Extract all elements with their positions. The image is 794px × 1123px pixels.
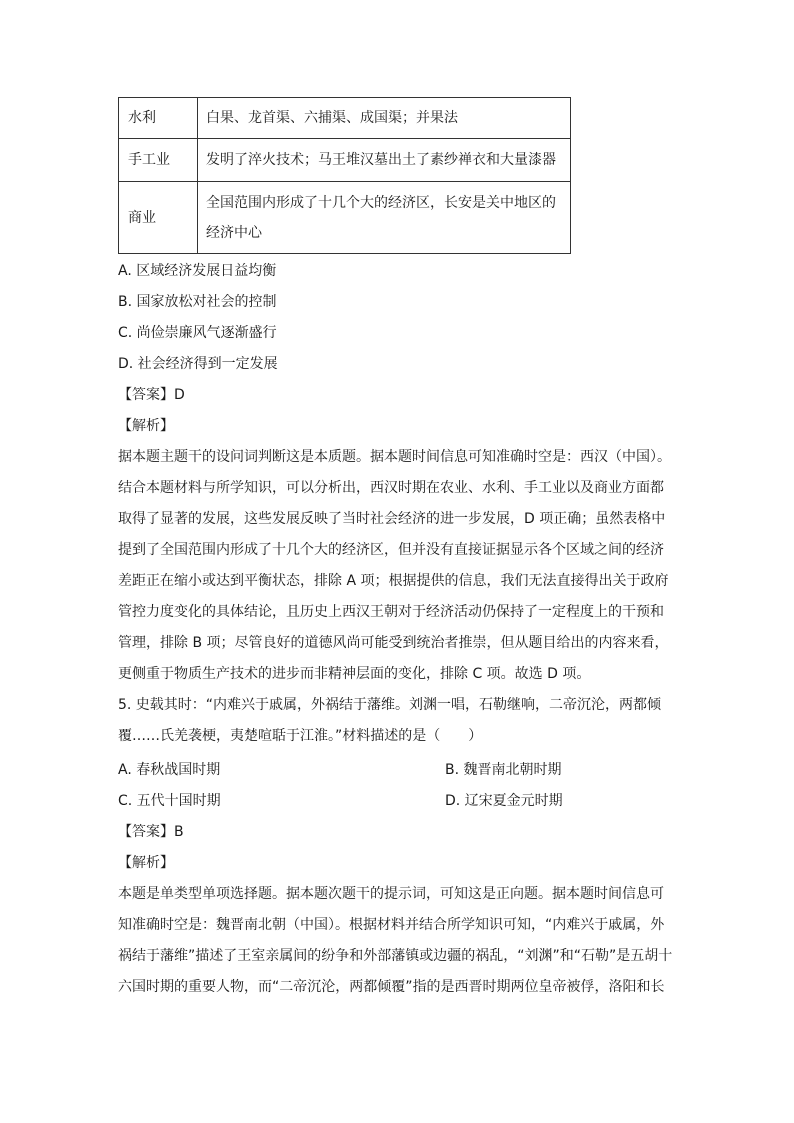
q5-option-b: B. 魏晋南北朝时期 bbox=[445, 762, 562, 778]
analysis-line: 六国时期的重要人物，而“二帝沉沦，两都倾覆”指的是西晋时期两位皇帝被俘，洛阳和长 bbox=[118, 979, 665, 995]
analysis-line: 提到了全国范围内形成了十几个大的经济区，但并没有直接证据显示各个区域之间的经济 bbox=[118, 542, 664, 558]
analysis-line: 知准确时空是：魏晋南北朝（中国）。根据材料并结合所学知识可知，“内难兴于戚属，外 bbox=[118, 917, 665, 933]
table-value bbox=[198, 182, 571, 254]
analysis-line: 更侧重于物质生产技术的进步而非精神层面的变化，排除 C 项。故选 D 项。 bbox=[118, 666, 591, 682]
q5-analysis-label: 【解析】 bbox=[118, 855, 174, 871]
q5-option-c: C. 五代十国时期 bbox=[118, 793, 221, 809]
analysis-line: 差距正在缩小或达到平衡状态，排除 A 项；根据提供的信息，我们无法直接得出关于政府 bbox=[118, 573, 669, 589]
table-row bbox=[119, 98, 571, 139]
table-row bbox=[119, 139, 571, 182]
info-table bbox=[118, 97, 571, 254]
analysis-line: 结合本题材料与所学知识，可以分析出，西汉时期在农业、水利、手工业以及商业方面都 bbox=[118, 480, 664, 496]
q4-option-a: A. 区域经济发展日益均衡 bbox=[118, 263, 277, 279]
analysis-line: 管理，排除 B 项；尽管良好的道德风尚可能受到统治者推崇，但从题目给出的内容来看， bbox=[118, 635, 669, 651]
analysis-line: 管控力度变化的具体结论，且历史上西汉王朝对于经济活动仍保持了一定程度上的干预和 bbox=[118, 604, 664, 620]
analysis-line: 取得了显著的发展，这些发展反映了当时社会经济的进一步发展，D 项正确；虽然表格中 bbox=[118, 511, 666, 527]
q4-analysis-label: 【解析】 bbox=[118, 418, 174, 434]
q4-option-d: D. 社会经济得到一定发展 bbox=[118, 356, 278, 372]
table-key: 商业 bbox=[119, 182, 198, 254]
analysis-line: 本题是单类型单项选择题。据本题次题干的提示词，可知这是正向题。据本题时间信息可 bbox=[118, 886, 664, 902]
q4-answer: 【答案】D bbox=[118, 387, 185, 403]
q5-stem bbox=[118, 690, 674, 752]
analysis-line: 据本题主题干的设问词判断这是本质题。据本题时间信息可知准确时空是：西汉（中国）。 bbox=[118, 449, 671, 465]
stem-line: 5. 史载其时：“内难兴于戚属，外祸结于藩维。刘渊一唱，石勒继响，二帝沉沦，两都倾 bbox=[118, 697, 662, 713]
table-value-line: 全国范围内形成了十几个大的经济区，长安是关中地区的 bbox=[206, 194, 556, 211]
q4-option-c: C. 尚俭崇廉风气逐渐盛行 bbox=[118, 325, 277, 341]
q5-option-a: A. 春秋战国时期 bbox=[118, 762, 221, 778]
q4-analysis bbox=[118, 442, 674, 690]
table-row bbox=[119, 182, 571, 254]
q5-analysis bbox=[118, 879, 674, 1003]
q4-option-b: B. 国家放松对社会的控制 bbox=[118, 294, 277, 310]
stem-line: 覆……氏羌袭梗，夷楚喧聒于江淮。”材料描述的是（ ） bbox=[118, 728, 483, 744]
table-value: 白果、龙首渠、六捕渠、成国渠；并果法 bbox=[198, 98, 571, 139]
analysis-line: 祸结于藩维”描述了王室亲属间的纷争和外部藩镇或边疆的祸乱，“刘渊”和“石勒”是五胡十 bbox=[118, 948, 673, 964]
q5-option-d: D. 辽宋夏金元时期 bbox=[445, 793, 563, 809]
table-value-line: 经济中心 bbox=[206, 224, 262, 241]
q5-answer: 【答案】B bbox=[118, 824, 184, 840]
table-key: 手工业 bbox=[119, 139, 198, 182]
table-key: 水利 bbox=[119, 98, 198, 139]
table-value: 发明了淬火技术；马王堆汉墓出土了素纱禅衣和大量漆器 bbox=[198, 139, 571, 182]
